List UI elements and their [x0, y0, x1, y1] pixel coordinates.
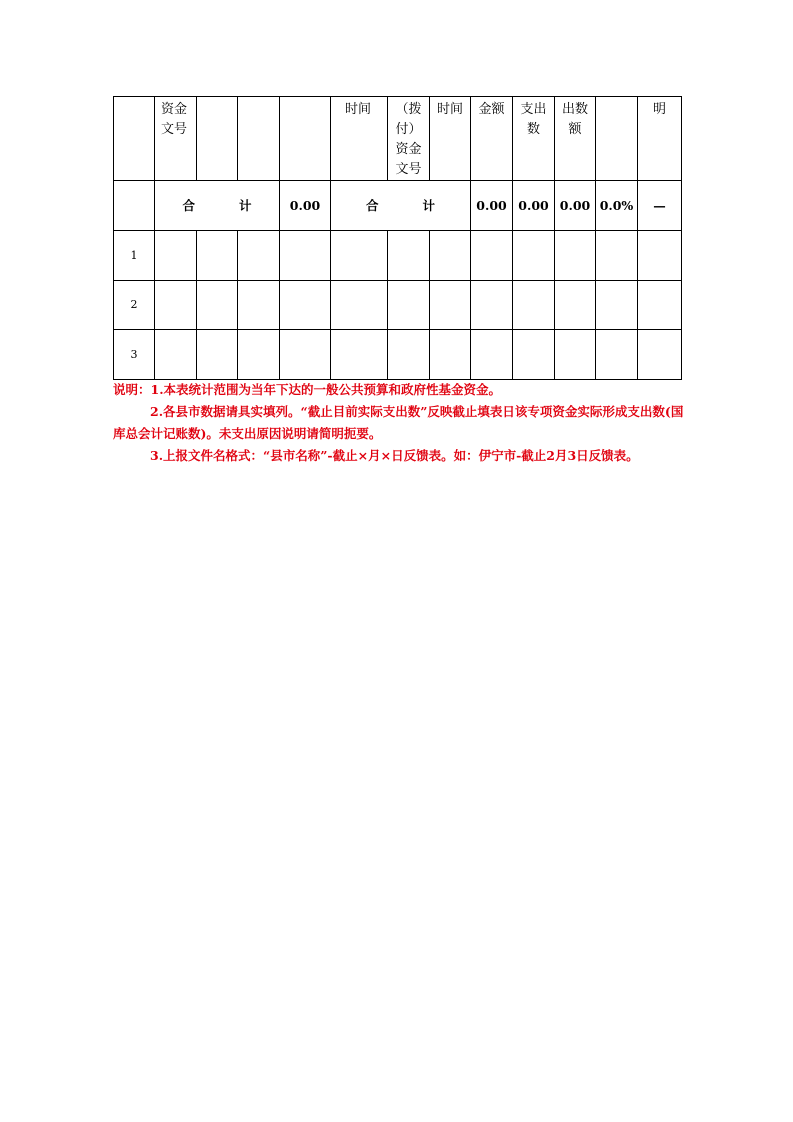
total-amount-3: 0.00 [513, 181, 555, 231]
header-cell-1 [114, 97, 155, 181]
total-row [114, 181, 682, 231]
row-index: 2 [114, 281, 155, 330]
row-index: 3 [114, 330, 155, 380]
header-cell-allocation-doc: （拨 付） 资金 文号 [388, 97, 430, 181]
header-cell-explain: 明 [638, 97, 682, 181]
header-cell-time-2: 时间 [430, 97, 471, 181]
header-cell-3 [197, 97, 238, 181]
row-index: 1 [114, 231, 155, 281]
notes [113, 379, 688, 467]
table-row [114, 330, 682, 380]
table-row [114, 231, 682, 281]
note-line-1: 说明：1.本表统计范围为当年下达的一般公共预算和政府性基金资金。 [113, 382, 502, 397]
header-cell-fund-doc: 资金 文号 [155, 97, 197, 181]
header-cell-5 [280, 97, 331, 181]
total-amount: 0.00 [280, 181, 331, 231]
total-cell-blank [114, 181, 155, 231]
note-line-3: 3.上报文件名格式：“县市名称”-截止×月×日反馈表。如：伊宁市-截止2月3日反馈表。 [150, 448, 639, 463]
header-cell-4 [238, 97, 280, 181]
header-cell-amount: 金额 [471, 97, 513, 181]
total-amount-4: 0.00 [555, 181, 596, 231]
header-cell-expenditure: 支出 数 [513, 97, 555, 181]
header-row [114, 97, 682, 181]
table-row [114, 281, 682, 330]
total-label-2: 合 计 [331, 181, 471, 231]
header-cell-time: 时间 [331, 97, 388, 181]
header-cell-12 [596, 97, 638, 181]
total-amount-2: 0.00 [471, 181, 513, 231]
total-label: 合 计 [155, 181, 280, 231]
fund-table [113, 96, 682, 380]
total-dash: — [638, 181, 682, 231]
total-percent: 0.0% [596, 181, 638, 231]
header-cell-out-amount: 出数 额 [555, 97, 596, 181]
note-line-2: 2.各县市数据请具实填列。“截止目前实际支出数”反映截止填表日该专项资金实际形成支出数(国库总会计记账数)。未支出原因说明请简明扼要。 [113, 404, 684, 441]
